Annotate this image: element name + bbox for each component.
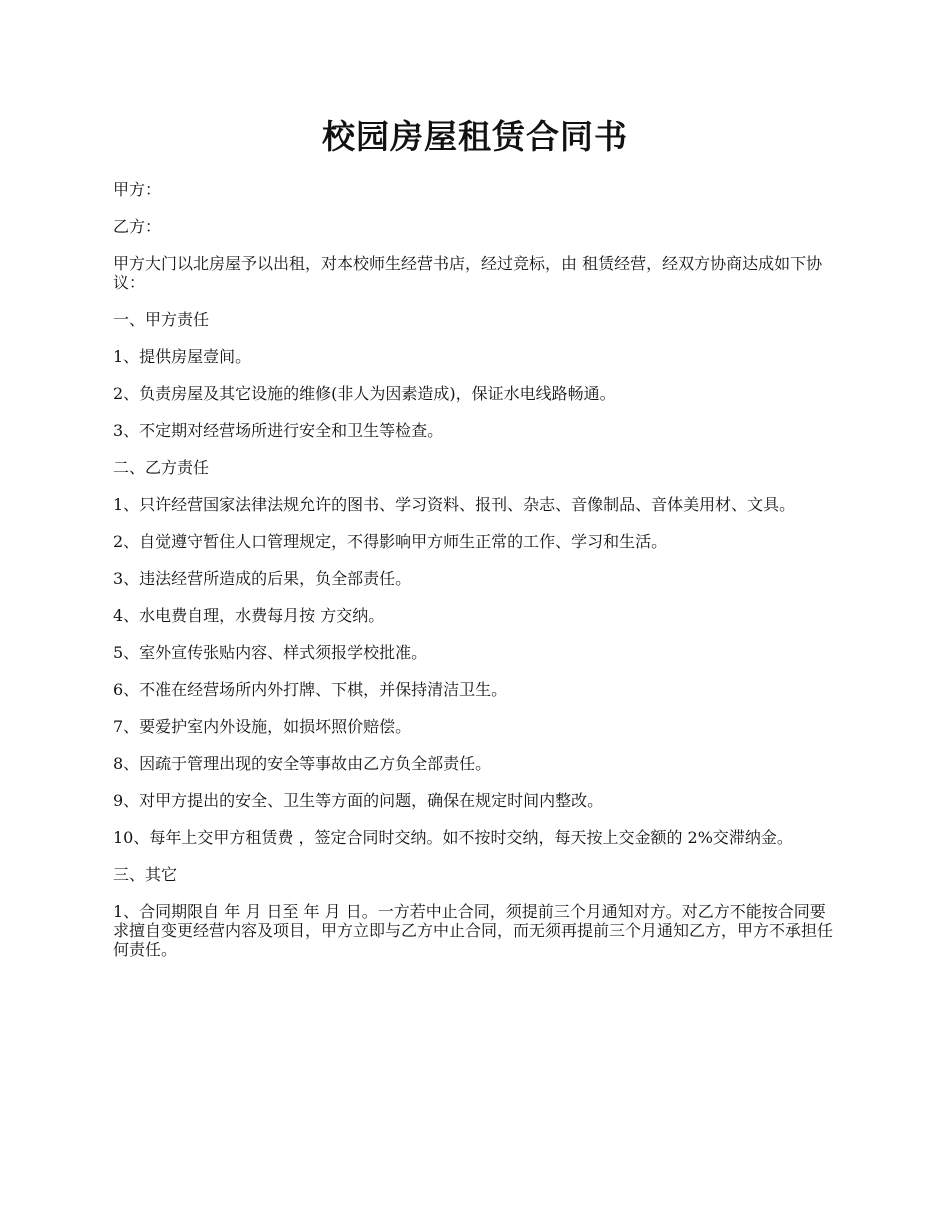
document-body bbox=[113, 180, 841, 977]
clause-other-1: 1、合同期限自 年 月 日至 年 月 日。一方若中止合同，须提前三个月通知对方。对乙方不能按合同要求擅自变更经营内容及项目，甲方立即与乙方中止合同，而无须再提前三个月通知乙方，甲方不承担任何责任。 bbox=[113, 902, 834, 959]
clause-b-5: 5、室外宣传张贴内容、样式须报学校批准。 bbox=[113, 643, 428, 662]
clause-b-1: 1、只许经营国家法律法规允许的图书、学习资料、报刊、杂志、音像制品、音体美用材、文具。 bbox=[113, 495, 796, 514]
party-b-line: 乙方： bbox=[113, 217, 162, 236]
party-a-line: 甲方： bbox=[113, 180, 162, 199]
clause-b-8: 8、因疏于管理出现的安全等事故由乙方负全部责任。 bbox=[113, 754, 492, 773]
clause-a-3: 3、不定期对经营场所进行安全和卫生等检查。 bbox=[113, 421, 444, 440]
intro-paragraph: 甲方大门以北房屋予以出租，对本校师生经营书店，经过竞标，由 租赁经营，经双方协商达成如下协议： bbox=[113, 254, 823, 292]
clause-b-9: 9、对甲方提出的安全、卫生等方面的问题，确保在规定时间内整改。 bbox=[113, 791, 604, 810]
clause-b-4: 4、水电费自理，水费每月按 方交纳。 bbox=[113, 606, 385, 625]
clause-b-10: 10、每年上交甲方租赁费 ，签定合同时交纳。如不按时交纳，每天按上交金额的 2%交滞纳金。 bbox=[113, 828, 793, 847]
section-heading-other: 三、其它 bbox=[113, 865, 178, 884]
section-heading-party-a: 一、甲方责任 bbox=[113, 310, 210, 329]
document-title: 校园房屋租赁合同书 bbox=[322, 117, 628, 156]
clause-b-3: 3、违法经营所造成的后果，负全部责任。 bbox=[113, 569, 412, 588]
clause-b-2: 2、自觉遵守暂住人口管理规定，不得影响甲方师生正常的工作、学习和生活。 bbox=[113, 532, 668, 551]
clause-b-7: 7、要爱护室内外设施，如损坏照价赔偿。 bbox=[113, 717, 412, 736]
clause-a-1: 1、提供房屋壹间。 bbox=[113, 347, 252, 366]
section-heading-party-b: 二、乙方责任 bbox=[113, 458, 210, 477]
clause-a-2: 2、负责房屋及其它设施的维修(非人为因素造成)，保证水电线路畅通。 bbox=[113, 384, 616, 403]
clause-b-6: 6、不准在经营场所内外打牌、下棋，并保持清洁卫生。 bbox=[113, 680, 508, 699]
